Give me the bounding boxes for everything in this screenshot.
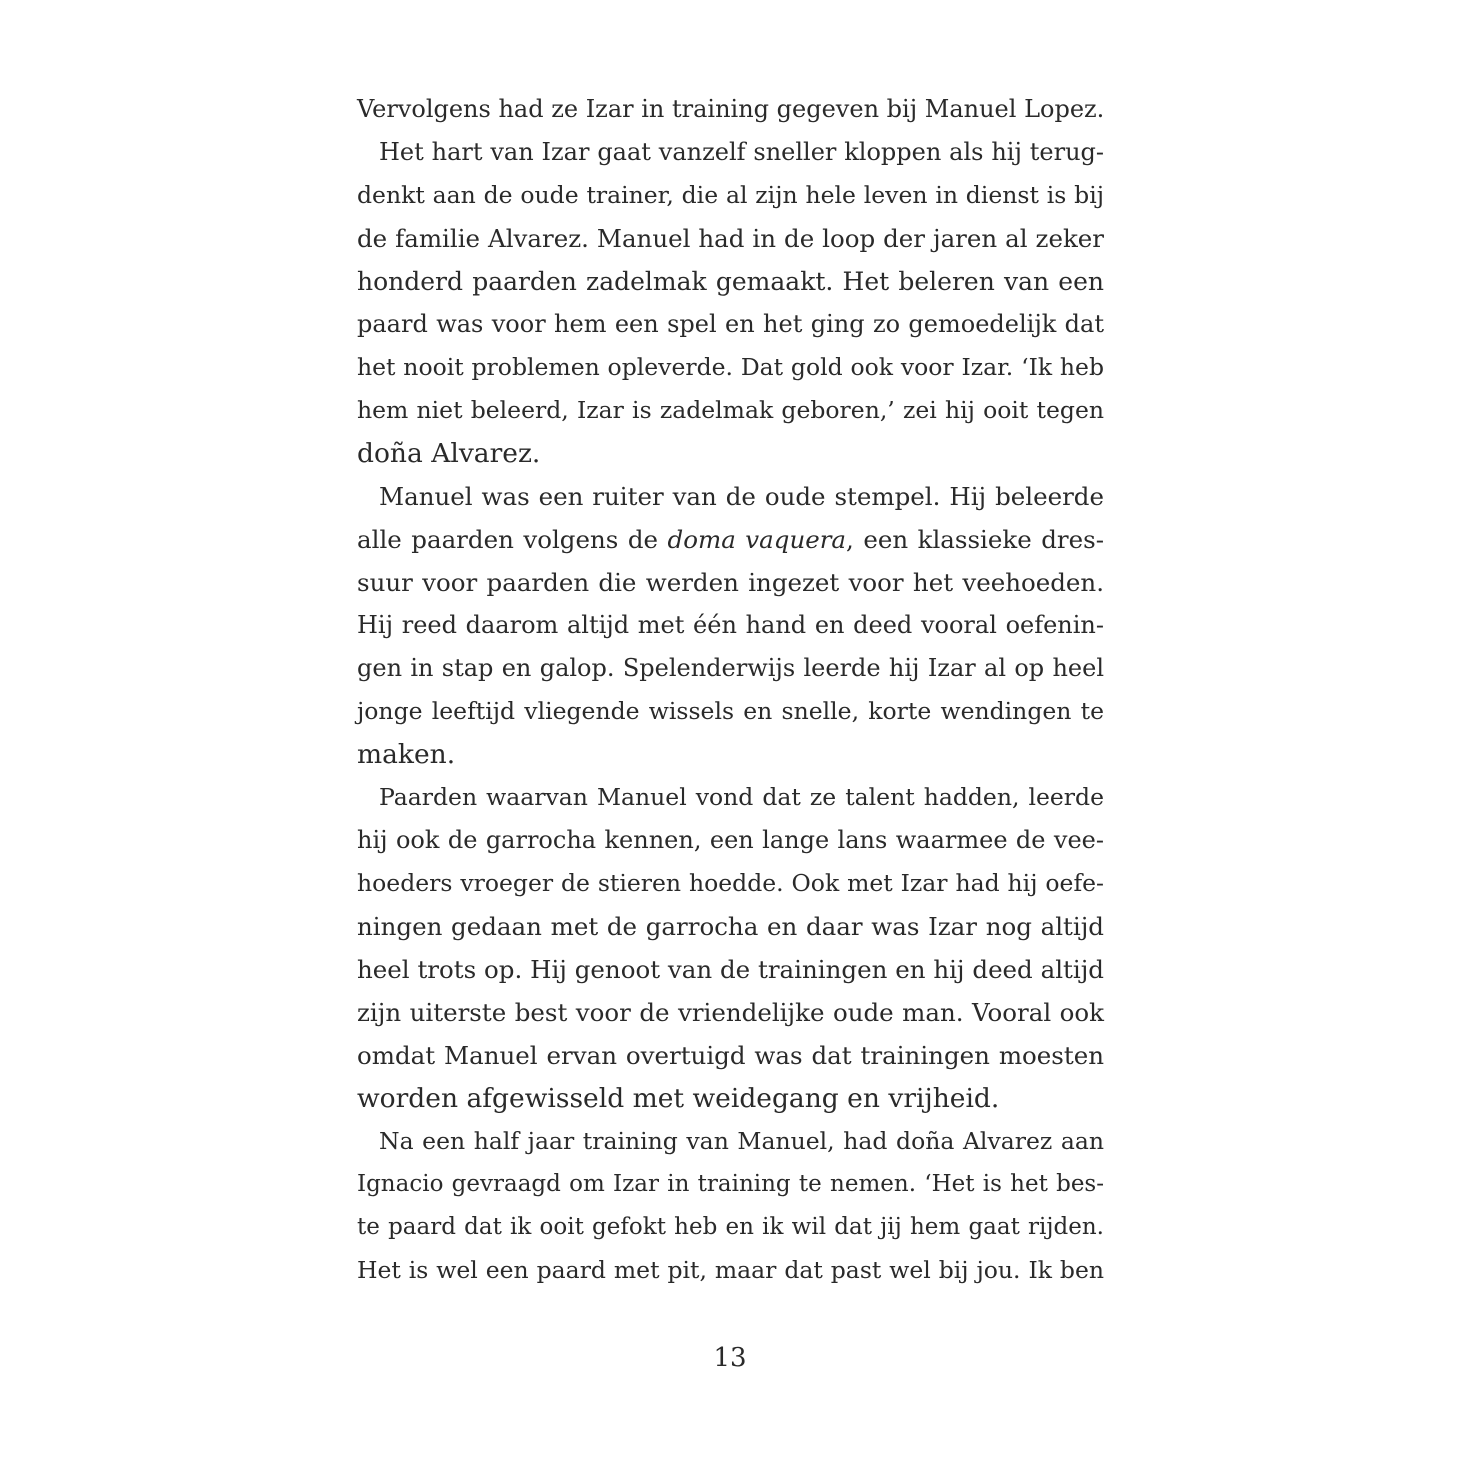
- text-line: omdat Manuel ervan overtuigd was dat trainingen moesten: [357, 1041, 1104, 1070]
- text-line: suur voor paarden die werden ingezet voor het veehoeden.: [357, 568, 1104, 597]
- text-line: denkt aan de oude trainer, die al zijn hele leven in dienst is bij: [357, 181, 1104, 209]
- text-line: Vervolgens had ze Izar in training gegeven bij Manuel Lopez.: [357, 95, 1105, 123]
- text-line: paard was voor hem een spel en het ging zo gemoedelijk dat: [357, 310, 1104, 338]
- page-number: 13: [713, 1343, 747, 1373]
- text-line: maken.: [357, 739, 456, 770]
- text-line: [357, 518, 1104, 561]
- text-run: alle paarden volgens de: [357, 525, 668, 554]
- text-line: hoeders vroeger de stieren hoedde. Ook met Izar had hij oefe-: [357, 869, 1104, 897]
- body-text: [357, 88, 1104, 1292]
- text-line: de familie Alvarez. Manuel had in de loop der jaren al zeker: [357, 224, 1104, 253]
- text-run: , een klassieke dres-: [846, 525, 1104, 554]
- text-line: Het is wel een paard met pit, maar dat past wel bij jou. Ik ben: [357, 1256, 1104, 1284]
- text-line: doña Alvarez.: [357, 438, 541, 469]
- italic-term: doma vaquera: [667, 525, 847, 554]
- text-line: honderd paarden zadelmak gemaakt. Het beleren van een: [357, 267, 1104, 296]
- text-line: zijn uiterste best voor de vriendelijke oude man. Vooral ook: [357, 998, 1104, 1027]
- text-line: hij ook de garrocha kennen, een lange lans waarmee de vee-: [357, 826, 1104, 854]
- text-line: te paard dat ik ooit gefokt heb en ik wil dat jij hem gaat rijden.: [357, 1214, 1104, 1240]
- text-line: Paarden waarvan Manuel vond dat ze talent hadden, leerde: [379, 783, 1104, 811]
- text-line: heel trots op. Hij genoot van de trainingen en hij deed altijd: [357, 955, 1104, 984]
- text-line: jonge leeftijd vliegende wissels en snelle, korte wendingen te: [357, 697, 1104, 725]
- text-line: ningen gedaan met de garrocha en daar was Izar nog altijd: [357, 912, 1104, 941]
- text-line: hem niet beleerd, Izar is zadelmak geboren,’ zei hij ooit tegen: [357, 396, 1104, 424]
- text-line: Ignacio gevraagd om Izar in training te nemen. ‘Het is het bes-: [357, 1171, 1104, 1197]
- text-line: Het hart van Izar gaat vanzelf sneller kloppen als hij terug-: [379, 138, 1104, 166]
- text-line: Na een half jaar training van Manuel, had doña Alvarez aan: [379, 1127, 1104, 1155]
- text-line: worden afgewisseld met weidegang en vrijheid.: [357, 1083, 1000, 1114]
- text-line: Hij reed daarom altijd met één hand en deed vooral oefenin-: [357, 611, 1104, 639]
- text-line: het nooit problemen opleverde. Dat gold ook voor Izar. ‘Ik heb: [357, 353, 1104, 381]
- text-line: Manuel was een ruiter van de oude stempel. Hij beleerde: [379, 482, 1104, 511]
- text-line: gen in stap en galop. Spelenderwijs leerde hij Izar al op heel: [357, 654, 1104, 682]
